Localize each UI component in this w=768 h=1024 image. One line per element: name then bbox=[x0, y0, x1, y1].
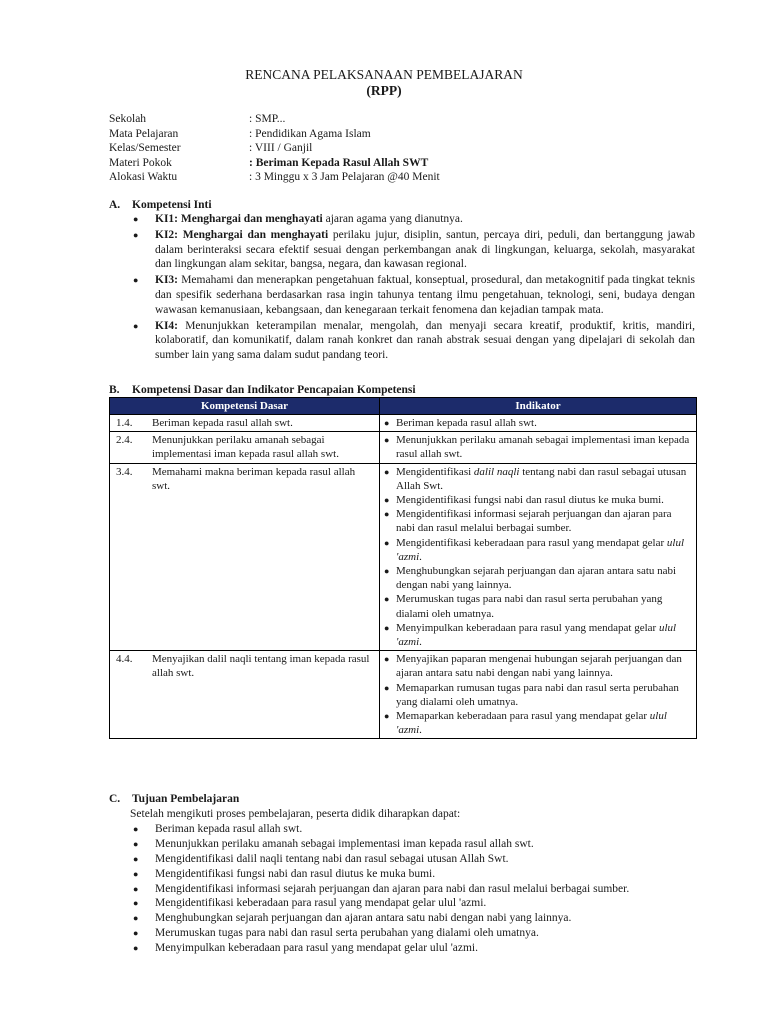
bullet-icon: ● bbox=[133, 838, 139, 849]
identity-label: Materi Pokok bbox=[109, 156, 172, 169]
identity-value: : SMP... bbox=[249, 113, 286, 125]
kd-text: Memahami makna beriman kepada rasul allah swt. bbox=[152, 465, 356, 492]
bullet-icon: ● bbox=[384, 711, 390, 722]
table-row bbox=[110, 415, 697, 432]
kd-number: 1.4. bbox=[116, 417, 133, 429]
indikator-term: dalil naqli bbox=[473, 465, 520, 478]
bullet-icon: ● bbox=[133, 943, 139, 954]
bullet-icon: ● bbox=[384, 509, 390, 520]
indikator-text: Memaparkan rumusan tugas para nabi dan rasul serta perubahan yang dialami oleh umatnya. bbox=[396, 681, 679, 708]
kd-number: 2.4. bbox=[116, 434, 133, 447]
tujuan-text: Menghubungkan sejarah perjuangan dan ajaran antara satu nabi dengan nabi yang lainnya. bbox=[155, 912, 572, 925]
indikator-text: Menyajikan paparan mengenai hubungan sejarah perjuangan dan ajaran antara satu nabi dengan nabi yang lainnya. bbox=[396, 653, 682, 680]
kd-text: Beriman kepada rasul allah swt. bbox=[152, 417, 293, 429]
indikator-item bbox=[384, 564, 692, 592]
indikator-text: . bbox=[419, 550, 422, 563]
indikator-item bbox=[384, 465, 692, 493]
bullet-icon: ● bbox=[384, 466, 390, 477]
tujuan-text: Mengidentifikasi dalil naqli tentang nabi dan rasul sebagai utusan Allah Swt. bbox=[155, 852, 509, 865]
indikator-text: Memaparkan keberadaan para rasul yang mendapat gelar bbox=[396, 710, 650, 723]
identity-value: : VIII / Ganjil bbox=[249, 142, 313, 155]
bullet-icon: ● bbox=[133, 883, 139, 894]
ki-text: Memahami dan menerapkan pengetahuan faktual, konseptual, prosedural, dan metakognitif pada tingkat teknis dan spesifik sederhana berdasarkan rasa ingin tahunya tentang ilmu pengetahuan, teknologi, seni, budaya dengan wawasan kemanusiaan, kebangsaan, dan kenegaraan terkait fenomena dan kejadian tampak mata. bbox=[155, 274, 695, 316]
kd-cell bbox=[110, 463, 380, 651]
identity-label: Mata Pelajaran bbox=[109, 127, 179, 140]
tujuan-text: Merumuskan tugas para nabi dan rasul serta perubahan yang dialami oleh umatnya. bbox=[155, 927, 539, 940]
tujuan-item bbox=[130, 882, 710, 897]
indikator-text: Merumuskan tugas para nabi dan rasul serta perubahan yang dialami oleh umatnya. bbox=[396, 593, 663, 620]
indikator-term: ulul 'azmi bbox=[396, 621, 677, 649]
ki-item bbox=[130, 212, 695, 227]
tujuan-intro: Setelah mengikuti proses pembelajaran, peserta didik diharapkan dapat: bbox=[130, 808, 461, 820]
ki-item bbox=[130, 319, 695, 363]
ki-head: KI1: Menghargai dan menghayati bbox=[155, 213, 323, 225]
section-a-heading: A. Kompetensi Inti bbox=[109, 199, 212, 211]
tujuan-item bbox=[130, 941, 710, 956]
indikator-item bbox=[384, 507, 692, 535]
ki-head: KI3: bbox=[155, 274, 178, 287]
ki-head: KI2: Menghargai dan menghayati bbox=[155, 228, 329, 241]
indikator-term: ulul 'azmi bbox=[396, 710, 667, 737]
indikator-term: ulul 'azmi bbox=[396, 536, 685, 563]
indikator-text: Mengidentifikasi fungsi nabi dan rasul diutus ke muka bumi. bbox=[396, 494, 664, 507]
bullet-icon: ● bbox=[384, 537, 390, 548]
indikator-text: . bbox=[419, 636, 422, 649]
identity-value: : Pendidikan Agama Islam bbox=[249, 127, 371, 140]
tujuan-item bbox=[130, 822, 710, 837]
table-row bbox=[110, 463, 697, 651]
bullet-icon: ● bbox=[133, 868, 139, 879]
bullet-icon: ● bbox=[384, 622, 390, 633]
kd-number: 3.4. bbox=[116, 465, 133, 478]
bullet-icon: ● bbox=[384, 566, 390, 577]
tujuan-text: Menunjukkan perilaku amanah sebagai implementasi iman kepada rasul allah swt. bbox=[155, 837, 534, 850]
kd-text: Menyajikan dalil naqli tentang iman kepada rasul allah swt. bbox=[152, 653, 370, 680]
bullet-icon: ● bbox=[133, 229, 139, 240]
tujuan-text: Mengidentifikasi keberadaan para rasul yang mendapat gelar ulul 'azmi. bbox=[155, 897, 487, 910]
indikator-text: Mengidentifikasi keberadaan para rasul yang mendapat gelar bbox=[396, 536, 667, 549]
indikator-item bbox=[384, 592, 692, 620]
tujuan-item bbox=[130, 852, 710, 867]
indikator-item bbox=[384, 652, 692, 680]
identity-value: : 3 Minggu x 3 Jam Pelajaran @40 Menit bbox=[249, 171, 440, 184]
col-header-indikator: Indikator bbox=[380, 398, 697, 415]
bullet-icon: ● bbox=[384, 654, 390, 665]
kd-indikator-table bbox=[109, 397, 697, 739]
ki-text: Menunjukkan keterampilan menalar, mengolah, dan menyaji secara kreatif, produktif, kritis, mandiri, kolaboratif, dan komunikatif, dalam ranah konkret dan ranah abstrak sesuai dengan yang dipelajari di sekolah dan sumber lain yang sama dalam sudut pandang teori. bbox=[155, 319, 695, 362]
bullet-icon: ● bbox=[384, 495, 390, 506]
indikator-text: Mengidentifikasi bbox=[396, 465, 474, 478]
indikator-cell bbox=[380, 463, 697, 651]
tujuan-item bbox=[130, 867, 710, 882]
indikator-text: Beriman kepada rasul allah swt. bbox=[396, 417, 537, 429]
indikator-item bbox=[384, 681, 692, 709]
bullet-icon: ● bbox=[384, 594, 390, 605]
indikator-item bbox=[384, 493, 692, 507]
bullet-icon: ● bbox=[133, 928, 139, 939]
kd-text: Menunjukkan perilaku amanah sebagai implementasi iman kepada rasul allah swt. bbox=[152, 434, 339, 461]
bullet-icon: ● bbox=[384, 682, 390, 693]
kd-number: 4.4. bbox=[116, 653, 133, 666]
table-row bbox=[110, 651, 697, 739]
bullet-icon: ● bbox=[133, 913, 139, 924]
section-b-heading: B. Kompetensi Dasar dan Indikator Pencapaian Kompetensi bbox=[109, 384, 416, 396]
kd-cell bbox=[110, 432, 380, 463]
indikator-item bbox=[384, 433, 692, 461]
bullet-icon: ● bbox=[133, 824, 139, 834]
kompetensi-inti-list bbox=[130, 212, 695, 364]
indikator-text: Menghubungkan sejarah perjuangan dan ajaran antara satu nabi dengan nabi yang lainnya. bbox=[396, 565, 677, 592]
indikator-cell bbox=[380, 432, 697, 463]
identity-label: Alokasi Waktu bbox=[109, 171, 178, 184]
identity-label: Kelas/Semester bbox=[109, 142, 181, 155]
identity-label: Sekolah bbox=[109, 113, 147, 125]
indikator-cell bbox=[380, 651, 697, 739]
tujuan-item bbox=[130, 926, 710, 941]
indikator-text: Mengidentifikasi informasi sejarah perjuangan dan ajaran para nabi dan rasul melalui berbagai sumber. bbox=[396, 508, 672, 535]
ki-item bbox=[130, 273, 695, 317]
tujuan-list bbox=[130, 822, 710, 956]
bullet-icon: ● bbox=[133, 853, 139, 864]
bullet-icon: ● bbox=[133, 275, 139, 286]
bullet-icon: ● bbox=[133, 214, 139, 224]
tujuan-text: Menyimpulkan keberadaan para rasul yang mendapat gelar ulul 'azmi. bbox=[155, 942, 478, 955]
indikator-item bbox=[384, 621, 692, 649]
tujuan-item bbox=[130, 896, 710, 911]
ki-text: ajaran agama yang dianutnya. bbox=[322, 213, 463, 225]
identity-value: : Beriman Kepada Rasul Allah SWT bbox=[249, 156, 429, 169]
section-c-heading: C. Tujuan Pembelajaran bbox=[109, 793, 240, 805]
bullet-icon: ● bbox=[133, 898, 139, 909]
indikator-text: Menunjukkan perilaku amanah sebagai implementasi iman kepada rasul allah swt. bbox=[396, 434, 690, 461]
bullet-icon: ● bbox=[133, 320, 139, 331]
bullet-icon: ● bbox=[384, 435, 390, 446]
indikator-item bbox=[384, 709, 692, 737]
ki-head: KI4: bbox=[155, 319, 178, 332]
table-row bbox=[110, 432, 697, 463]
indikator-text: Menyimpulkan keberadaan para rasul yang mendapat gelar bbox=[396, 621, 659, 634]
kd-cell bbox=[110, 651, 380, 739]
tujuan-text: Mengidentifikasi informasi sejarah perjuangan dan ajaran para nabi dan rasul melalui berbagai sumber. bbox=[155, 882, 630, 895]
indikator-cell bbox=[380, 415, 697, 432]
ki-text: perilaku jujur, disiplin, santun, percaya diri, peduli, dan bertanggung jawab dalam berinteraksi secara efektif sesuai dengan perkembangan anak di lingkungan, keluarga, sekolah, masyarakat dan lingkungan alam sekitar, bangsa, negara, dan kawasan regional. bbox=[155, 228, 695, 271]
indikator-text: tentang nabi dan rasul sebagai utusan Allah Swt. bbox=[396, 465, 687, 492]
bullet-icon: ● bbox=[384, 418, 390, 428]
kd-cell bbox=[110, 415, 380, 432]
indikator-text: . bbox=[419, 724, 422, 737]
indikator-item bbox=[384, 416, 692, 430]
document-title: RENCANA PELAKSANAAN PEMBELAJARAN bbox=[245, 67, 523, 82]
ki-item bbox=[130, 228, 695, 272]
tujuan-item bbox=[130, 837, 710, 852]
tujuan-item bbox=[130, 911, 710, 926]
indikator-item bbox=[384, 536, 692, 564]
col-header-kd: Kompetensi Dasar bbox=[110, 398, 380, 415]
document-subtitle: (RPP) bbox=[366, 83, 402, 98]
tujuan-text: Mengidentifikasi fungsi nabi dan rasul diutus ke muka bumi. bbox=[155, 867, 436, 880]
tujuan-text: Beriman kepada rasul allah swt. bbox=[155, 823, 303, 835]
